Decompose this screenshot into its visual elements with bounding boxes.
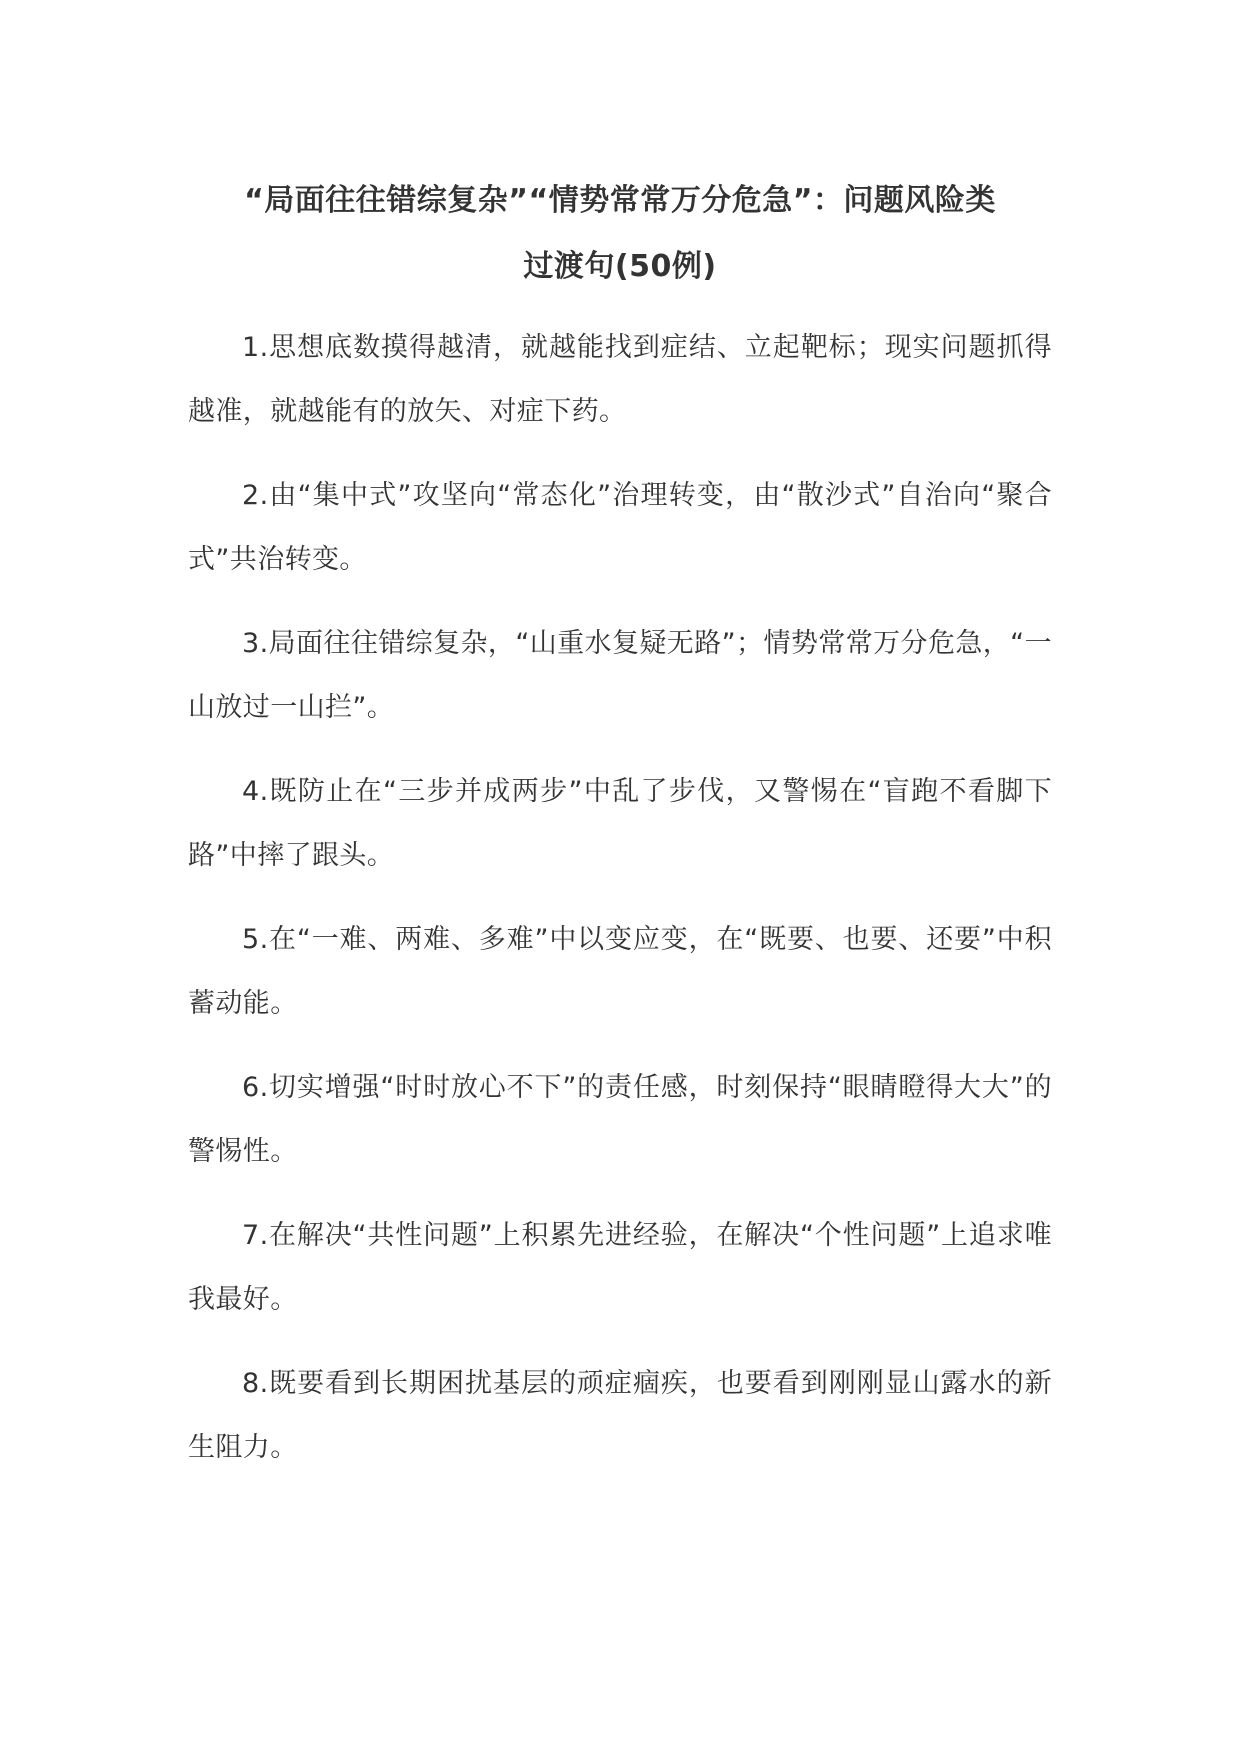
title-line-1: “局面往往错综复杂”“情势常常万分危急”：问题风险类 — [244, 183, 996, 218]
paragraph-item-4: 4.既防止在“三步并成两步”中乱了步伐，又警惕在“盲跑不看脚下路”中摔了跟头。 — [188, 776, 1052, 871]
paragraph-item-8: 8.既要看到长期困扰基层的顽症痼疾，也要看到刚刚显山露水的新生阻力。 — [188, 1368, 1052, 1463]
paragraph-item-7: 7.在解决“共性问题”上积累先进经验，在解决“个性问题”上追求唯我最好。 — [188, 1220, 1052, 1315]
paragraph-item-2: 2.由“集中式”攻坚向“常态化”治理转变，由“散沙式”自治向“聚合式”共治转变。 — [188, 480, 1052, 575]
title-line-2: 过渡句(50例) — [523, 249, 717, 284]
paragraph-item-3: 3.局面往往错综复杂，“山重水复疑无路”；情势常常万分危急，“一山放过一山拦”。 — [188, 628, 1052, 723]
paragraph-item-1: 1.思想底数摸得越清，就越能找到症结、立起靶标；现实问题抓得越准，就越能有的放矢、对症下药。 — [188, 332, 1052, 427]
paragraph-item-6: 6.切实增强“时时放心不下”的责任感，时刻保持“眼睛瞪得大大”的警惕性。 — [188, 1072, 1052, 1167]
paragraph-item-5: 5.在“一难、两难、多难”中以变应变，在“既要、也要、还要”中积蓄动能。 — [188, 924, 1052, 1019]
document-page — [188, 168, 1052, 1500]
document-title — [188, 168, 1052, 300]
